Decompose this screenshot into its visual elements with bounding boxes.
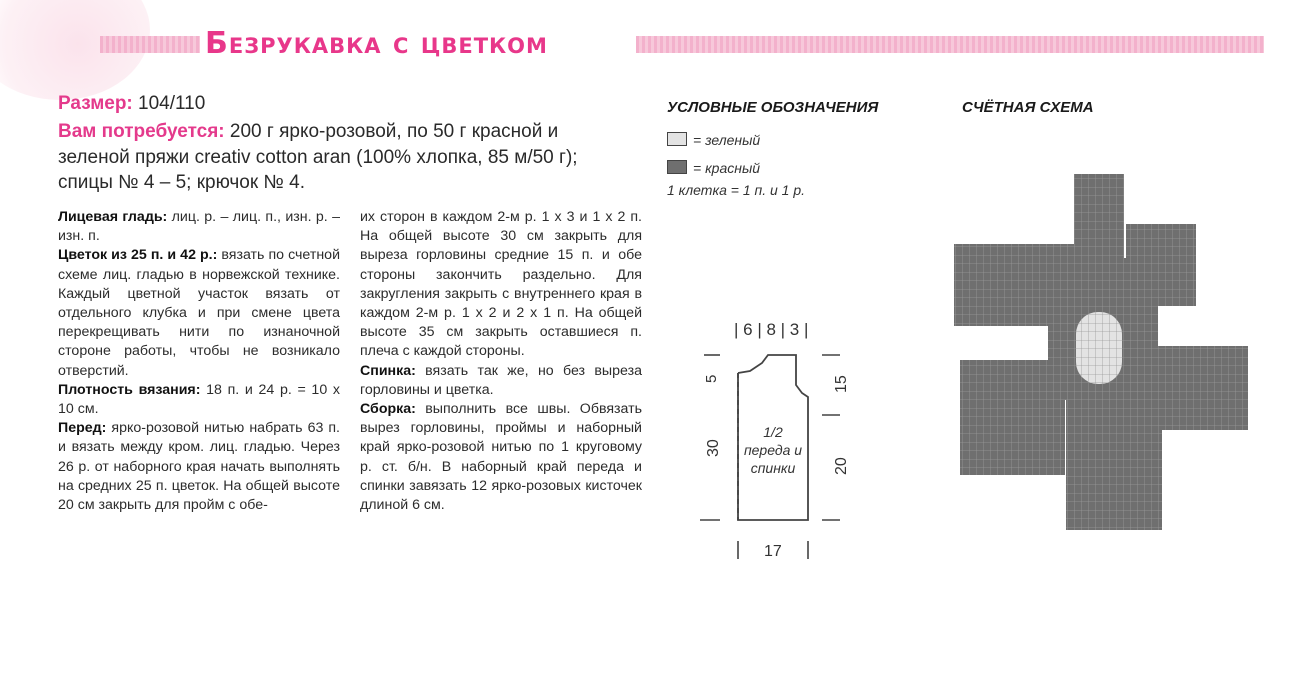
paragraph-flower: [58, 246, 340, 380]
legend-title: УСЛОВНЫЕ ОБОЗНАЧЕНИЯ: [667, 99, 879, 116]
back-label: Спинка:: [360, 362, 416, 379]
scheme-title: СЧЁТНАЯ СХЕМА: [962, 99, 1094, 116]
schematic-label-2: переда и: [743, 442, 803, 458]
red-swatch: [667, 160, 687, 174]
size-value: 104/110: [132, 93, 206, 114]
title-band-left: [100, 36, 200, 53]
green-label: = зеленый: [693, 132, 761, 148]
legend-item-green: [667, 132, 760, 148]
dim-left-top: 5: [703, 374, 720, 383]
stockinette-text: лиц. р. – лиц. п., изн. р. – изн. п.: [58, 209, 340, 245]
gauge-label: Плотность вязания:: [58, 381, 201, 398]
legend-item-red: [667, 160, 760, 176]
paragraph-back: [360, 362, 642, 400]
front-label: Перед:: [58, 420, 107, 437]
dim-right-top: 15: [833, 375, 850, 393]
page-title: Безрукавка с цветком: [205, 26, 548, 61]
paragraph-stockinette: [58, 208, 340, 246]
gauge-text: 18 п. и 24 р. = 10 х 10 см.: [58, 381, 340, 418]
stockinette-label: Лицевая гладь:: [58, 209, 168, 225]
schematic-label-1: 1/2: [763, 424, 783, 440]
assembly-text: выполнить все швы. Обвязать вырез горловины, проймы и наборный край ярко-розовой нитью по 1 круговому р. ст. б/н. В наборный край переда и спинки завязать 12 ярко-розовых кисточек длиной 6 см.: [360, 401, 642, 514]
title-band-right: [636, 36, 1264, 53]
materials-label: Вам потребуется:: [58, 121, 225, 142]
schematic-label-3: спинки: [750, 460, 796, 476]
instructions-column-2: [360, 208, 642, 515]
materials-line-3: спицы № 4 – 5; крючок № 4.: [58, 172, 305, 193]
paragraph-assembly: [360, 400, 642, 515]
flower-chart: [948, 170, 1250, 532]
paragraph-front-cont: их сторон в каждом 2-м р. 1 х 3 и 1 х 2 п. На общей высоте 30 см закрыть для выреза горловины средние 15 п. и обе стороны закончить раздельно. Для закругления закрыть с внутреннего края в каждом 2-м р. 1 х 2 и 2 х 1 п. На общей высоте 35 см закрыть оставшиеся п. плеча с каждой стороны.: [360, 209, 642, 360]
instructions-column-1: [58, 208, 340, 515]
dim-left-mid: 30: [705, 439, 722, 457]
back-text: вязать так же, но без выреза горловины и цветка.: [360, 362, 642, 398]
red-label: = красный: [693, 160, 761, 176]
materials-line-1: [58, 120, 628, 144]
paragraph-front: [58, 419, 340, 515]
dim-bottom: 17: [764, 543, 782, 560]
assembly-label: Сборка:: [360, 401, 416, 418]
materials-text-1: 200 г ярко-розовой, по 50 г красной и: [224, 121, 559, 142]
dim-right-mid: 20: [833, 457, 850, 475]
front-text: ярко-розовой нитью набрать 63 п. и вязать между кром. лиц. гладью. Через 26 р. от наборного края начать выполнять на средних 25 п. цветок. На общей высоте 20 см закрыть для пройм с обе-: [58, 420, 340, 514]
legend-cell-note: 1 клетка = 1 п. и 1 р.: [667, 182, 806, 198]
materials-line-2: зеленой пряжи creativ cotton aran (100% хлопка, 85 м/50 г);: [58, 147, 578, 168]
size-line: [58, 92, 628, 116]
paragraph-gauge: [58, 381, 340, 419]
green-swatch: [667, 132, 687, 146]
flower-center: [1076, 312, 1122, 384]
flower-label: Цветок из 25 п. и 42 р.:: [58, 247, 218, 264]
dims-top: | 6 | 8 | 3 |: [734, 320, 809, 339]
garment-schematic: [690, 315, 870, 575]
size-label: Размер:: [58, 93, 133, 114]
flower-text: вязать по счетной схеме лиц. гладью в норвежской технике. Каждый цветной участок вязать от отдельного клубка и при смене цвета перекрещивать нити по изнаночной стороне работы, чтобы не возникало отверстий.: [58, 247, 340, 379]
